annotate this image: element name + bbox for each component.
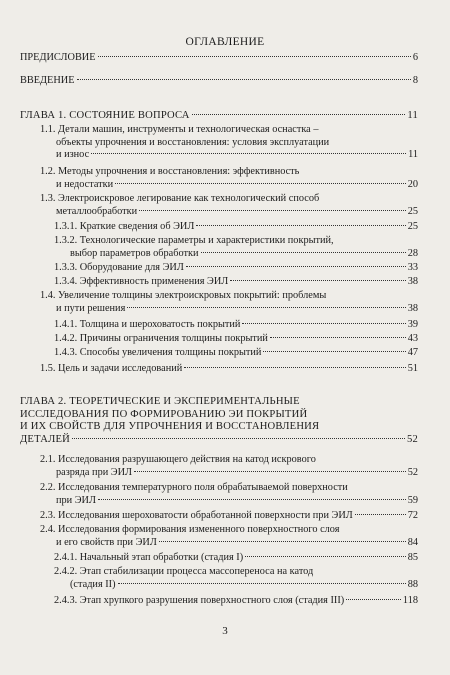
toc-entry-title: 1.5. Цель и задачи исследований [40, 363, 183, 374]
dot-leader [230, 280, 405, 281]
toc-entry-line: 2.2. Исследования температурного поля обрабатываемой поверхности [40, 482, 348, 493]
dot-leader [201, 252, 406, 253]
toc-entry [54, 333, 418, 346]
toc-entry-line: ГЛАВА 2. ТЕОРЕТИЧЕСКИЕ И ЭКСПЕРИМЕНТАЛЬНЫЕ [20, 396, 300, 407]
dot-leader [355, 514, 406, 515]
toc-entry-title: и его свойств при ЭИЛ [56, 536, 157, 548]
toc-entry-page: 6 [412, 52, 418, 63]
dot-leader [91, 153, 406, 154]
toc-entry [54, 595, 418, 608]
toc-entry [20, 110, 418, 123]
toc-entry-title: 1.3.4. Эффективность применения ЭИЛ [54, 276, 229, 287]
toc-entry-page: 28 [407, 247, 418, 259]
dot-leader [77, 79, 411, 80]
dot-leader [127, 307, 405, 308]
toc-entry-line: ИССЛЕДОВАНИЯ ПО ФОРМИРОВАНИЮ ЭИ ПОКРЫТИЙ [20, 408, 308, 420]
toc-entry-page: 25 [407, 205, 418, 217]
page-number: 3 [222, 625, 228, 637]
toc-entry-page: 52 [407, 433, 418, 445]
toc-entry-page: 11 [408, 149, 418, 160]
toc-entry-line: И ИХ СВОЙСТВ ДЛЯ УПРОЧНЕНИЯ И ВОССТАНОВЛЕНИЯ [20, 421, 320, 432]
dot-leader [263, 351, 405, 352]
toc-entry-page: 11 [407, 110, 418, 121]
dot-leader [115, 183, 406, 184]
dot-leader [196, 225, 405, 226]
toc-entry-title: ВВЕДЕНИЕ [20, 75, 75, 86]
toc-entry [40, 363, 418, 376]
toc-entry-title: 1.3.1. Краткие сведения об ЭИЛ [54, 221, 195, 232]
toc-entry [40, 124, 418, 162]
toc-entry [54, 319, 418, 332]
toc-entry-title: 2.4.1. Начальный этап обработки (стадия I) [54, 552, 244, 563]
toc-entry-line: 1.2. Методы упрочнения и восстановления: эффективность [40, 166, 300, 177]
dot-leader [159, 541, 406, 542]
toc-entry-title: ГЛАВА 1. СОСТОЯНИЕ ВОПРОСА [20, 110, 190, 121]
dot-leader [72, 438, 405, 439]
toc-entry-page: 118 [402, 595, 418, 606]
toc-entry [54, 221, 418, 234]
toc-entry [20, 75, 418, 88]
toc-entry-line: 1.3. Электроискровое легирование как технологический способ [40, 193, 320, 204]
toc-entry-page: 52 [407, 466, 418, 478]
dot-leader [192, 114, 406, 115]
toc-entry [54, 552, 418, 565]
toc-entry-page: 59 [407, 494, 418, 506]
dot-leader [346, 599, 401, 600]
toc-entry-title: и износ [56, 149, 90, 160]
toc-entry-line: 1.3.2. Технологические параметры и характеристики покрытий, [54, 235, 334, 246]
toc-entry-title: 1.4.3. Способы увеличения толщины покрытий [54, 347, 262, 358]
toc-entry [54, 347, 418, 360]
toc-entry-page: 38 [407, 276, 418, 287]
toc-entry-title: выбор параметров обработки [70, 247, 199, 259]
toc-entry [54, 276, 418, 289]
dot-leader [186, 266, 406, 267]
toc-entry-page: 25 [407, 221, 418, 232]
toc-entry-line: 1.4. Увеличение толщины электроискровых покрытий: проблемы [40, 290, 327, 301]
dot-leader [245, 556, 406, 557]
toc-entry-line: объекты упрочнения и восстановления: условия эксплуатации [56, 136, 330, 148]
toc-entry-title: ПРЕДИСЛОВИЕ [20, 52, 96, 63]
toc-entry-title: и недостатки [56, 178, 114, 190]
dot-leader [98, 499, 406, 500]
toc-entry-page: 8 [412, 75, 418, 86]
toc-entry [40, 193, 418, 218]
dot-leader [98, 56, 411, 57]
toc-entry-page: 47 [407, 347, 418, 358]
toc-entry [40, 482, 418, 507]
dot-leader [270, 337, 406, 338]
toc-title: ОГЛАВЛЕНИЕ [185, 36, 265, 48]
toc-entry [20, 52, 418, 65]
toc-entry-title: при ЭИЛ [56, 494, 96, 506]
dot-leader [139, 210, 406, 211]
toc-entry [54, 566, 418, 591]
toc-entry-page: 33 [407, 262, 418, 273]
toc-entry-page: 20 [407, 178, 418, 190]
toc-entry-line: 2.4. Исследования формирования измененного поверхностного слоя [40, 524, 340, 535]
toc-entry-title: 1.3.3. Оборудование для ЭИЛ [54, 262, 184, 273]
toc-entry-title: металлообработки [56, 205, 138, 217]
toc-entry-title: 2.3. Исследования шероховатости обработанной поверхности при ЭИЛ [40, 510, 353, 521]
toc-entry-title: разряда при ЭИЛ [56, 466, 133, 478]
toc-entry-line: 1.1. Детали машин, инструменты и технологическая оснастка – [40, 124, 319, 135]
toc-entry [40, 510, 418, 523]
toc-entry-page: 84 [407, 536, 418, 548]
toc-entry [40, 166, 418, 191]
toc-entry [40, 454, 418, 479]
dot-leader [134, 471, 406, 472]
toc-entry-title: 2.4.3. Этап хрупкого разрушения поверхностного слоя (стадия III) [54, 595, 345, 606]
toc-entry-title: ДЕТАЛЕЙ [20, 433, 70, 445]
toc-entry [54, 262, 418, 275]
toc-entry-title: (стадия II) [70, 578, 116, 590]
toc-entry-page: 72 [407, 510, 418, 521]
toc-entry-title: и пути решения [56, 302, 126, 314]
dot-leader [118, 583, 406, 584]
toc-entry-line: 2.4.2. Этап стабилизации процесса массопереноса на катод [54, 566, 314, 577]
toc-entry-title: 1.4.1. Толщина и шероховатость покрытий [54, 319, 241, 330]
toc-entry-page: 38 [407, 302, 418, 314]
toc-entry-page: 39 [407, 319, 418, 330]
toc-entry [54, 235, 418, 260]
toc-entry [20, 396, 418, 446]
dot-leader [184, 367, 405, 368]
toc-entry [40, 524, 418, 549]
toc-entry-page: 51 [407, 363, 418, 374]
toc-entry [40, 290, 418, 315]
dot-leader [242, 323, 405, 324]
toc-entry-line: 2.1. Исследования разрушающего действия на катод искрового [40, 454, 316, 465]
toc-entry-title: 1.4.2. Причины ограничения толщины покрытий [54, 333, 268, 344]
toc-entry-page: 85 [407, 552, 418, 563]
toc-entry-page: 43 [407, 333, 418, 344]
toc-entry-page: 88 [407, 578, 418, 590]
